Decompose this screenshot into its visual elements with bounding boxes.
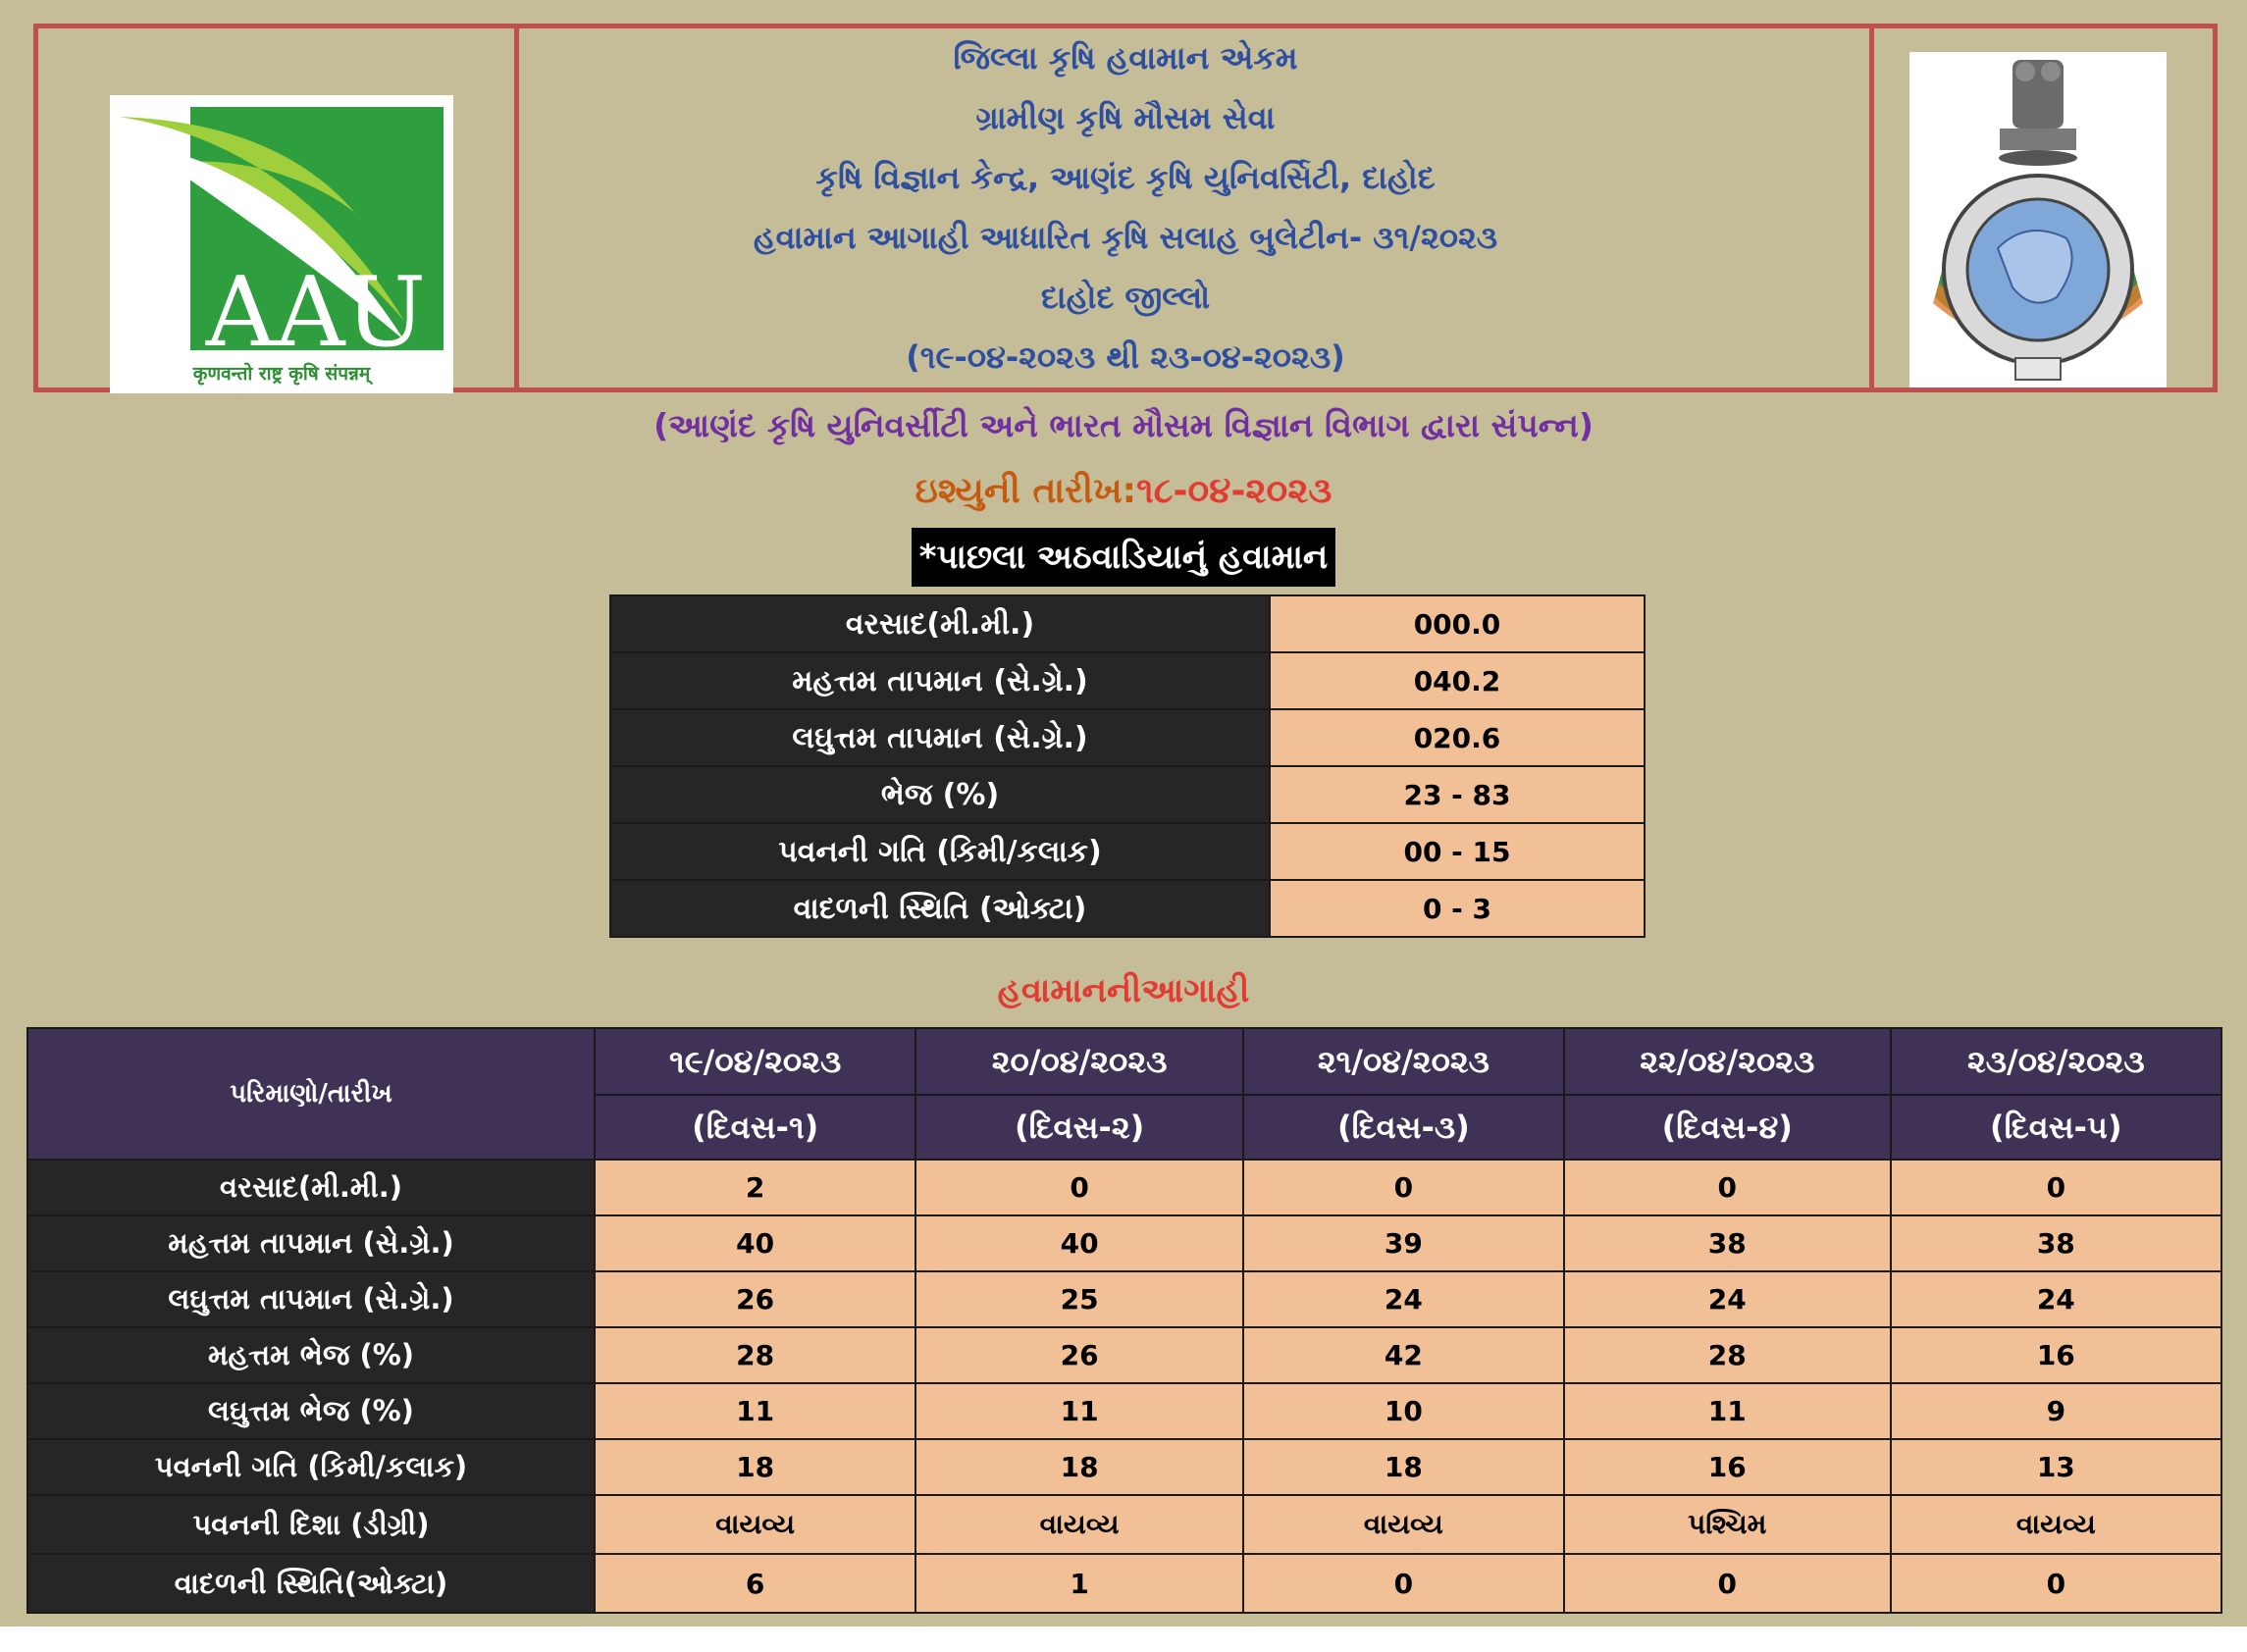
forecast-day: (દિવસ-૪) bbox=[1564, 1095, 1891, 1160]
header-line-2: ગ્રામીણ કૃષિ મૌસમ સેવા bbox=[975, 99, 1276, 136]
forecast-cell: 28 bbox=[1564, 1327, 1891, 1383]
table-row bbox=[610, 766, 1645, 823]
forecast-cell: 11 bbox=[915, 1383, 1243, 1439]
imd-emblem-icon bbox=[1909, 52, 2167, 387]
forecast-cell: 18 bbox=[1243, 1439, 1564, 1495]
forecast-row-label: વરસાદ(મી.મી.) bbox=[27, 1160, 595, 1215]
forecast-day: (દિવસ-૨) bbox=[915, 1095, 1243, 1160]
forecast-table bbox=[26, 1027, 2222, 1614]
forecast-cell: 16 bbox=[1891, 1327, 2221, 1383]
forecast-cell: વાયવ્ય bbox=[1891, 1495, 2221, 1554]
forecast-cell: વાયવ્ય bbox=[595, 1495, 915, 1554]
forecast-cell: 11 bbox=[595, 1383, 915, 1439]
forecast-row-label: મહત્તમ તાપમાન (સે.ગ્રે.) bbox=[27, 1215, 595, 1271]
header-box bbox=[33, 24, 2218, 392]
past-week-label: વરસાદ(મી.મી.) bbox=[610, 595, 1270, 652]
table-row bbox=[610, 823, 1645, 880]
table-row bbox=[27, 1160, 2221, 1215]
subtitle: (આણંદ કૃષિ યુનિવર્સીટી અને ભારત મૌસમ વિજ્ઞાન વિભાગ દ્વારા સંપન્ન) bbox=[653, 406, 1594, 444]
forecast-cell: 0 bbox=[1891, 1554, 2221, 1613]
past-week-value: 000.0 bbox=[1270, 595, 1645, 652]
forecast-cell: 16 bbox=[1564, 1439, 1891, 1495]
forecast-cell: 6 bbox=[595, 1554, 915, 1613]
forecast-cell: પશ્ચિમ bbox=[1564, 1495, 1891, 1554]
forecast-cell: 28 bbox=[595, 1327, 915, 1383]
aau-tagline: कृणवन्तो राष्ट्र कृषि संपन्नम् bbox=[192, 363, 371, 385]
forecast-row-label: મહત્તમ ભેજ (%) bbox=[27, 1327, 595, 1383]
aau-logo-text: AAU bbox=[205, 257, 427, 369]
forecast-cell: 26 bbox=[595, 1271, 915, 1327]
header-line-4: હવામાન આગાહી આધારિત કૃષિ સલાહ બુલેટીન- ૩૧/૨૦૨૩ bbox=[753, 219, 1498, 256]
table-row bbox=[610, 880, 1645, 937]
table-row bbox=[610, 652, 1645, 709]
table-row bbox=[610, 595, 1645, 652]
issue-date-label: ઇશ્યુની તારીખ: bbox=[914, 471, 1137, 511]
forecast-cell: 24 bbox=[1243, 1271, 1564, 1327]
forecast-cell: 0 bbox=[1243, 1554, 1564, 1613]
forecast-day: (દિવસ-૫) bbox=[1891, 1095, 2221, 1160]
table-row bbox=[27, 1439, 2221, 1495]
forecast-cell: 0 bbox=[915, 1160, 1243, 1215]
past-week-value: 23 - 83 bbox=[1270, 766, 1645, 823]
past-week-label: પવનની ગતિ (કિમી/કલાક) bbox=[610, 823, 1270, 880]
header-line-6: (૧૯-૦૪-૨૦૨૩ થી ૨૩-૦૪-૨૦૨૩) bbox=[906, 338, 1345, 376]
forecast-cell: 2 bbox=[595, 1160, 915, 1215]
past-week-title-wrap bbox=[0, 528, 2247, 587]
forecast-cell: 0 bbox=[1564, 1554, 1891, 1613]
forecast-cell: 40 bbox=[915, 1215, 1243, 1271]
past-week-value: 020.6 bbox=[1270, 709, 1645, 766]
forecast-cell: 0 bbox=[1564, 1160, 1891, 1215]
forecast-row-label: પવનની ગતિ (કિમી/કલાક) bbox=[27, 1439, 595, 1495]
forecast-cell: 0 bbox=[1891, 1160, 2221, 1215]
table-row bbox=[27, 1495, 2221, 1554]
emblem-cell bbox=[1869, 28, 2213, 387]
table-row bbox=[27, 1271, 2221, 1327]
table-row bbox=[27, 1383, 2221, 1439]
forecast-date: ૨૩/૦૪/૨૦૨૩ bbox=[1891, 1028, 2221, 1095]
table-row bbox=[27, 1554, 2221, 1613]
forecast-cell: 1 bbox=[915, 1554, 1243, 1613]
forecast-cell: 26 bbox=[915, 1327, 1243, 1383]
forecast-title: હવામાનનીઆગાહી bbox=[997, 971, 1250, 1010]
table-row bbox=[27, 1215, 2221, 1271]
forecast-cell: 0 bbox=[1243, 1160, 1564, 1215]
forecast-date: ૨૧/૦૪/૨૦૨૩ bbox=[1243, 1028, 1564, 1095]
forecast-cell: 42 bbox=[1243, 1327, 1564, 1383]
forecast-cell: 24 bbox=[1564, 1271, 1891, 1327]
table-row bbox=[27, 1327, 2221, 1383]
past-week-value: 0 - 3 bbox=[1270, 880, 1645, 937]
forecast-cell: 38 bbox=[1891, 1215, 2221, 1271]
forecast-row-label: લઘુત્તમ તાપમાન (સે.ગ્રે.) bbox=[27, 1271, 595, 1327]
forecast-cell: 38 bbox=[1564, 1215, 1891, 1271]
forecast-cell: 24 bbox=[1891, 1271, 2221, 1327]
forecast-date: ૧૯/૦૪/૨૦૨૩ bbox=[595, 1028, 915, 1095]
forecast-date: ૨૦/૦૪/૨૦૨૩ bbox=[915, 1028, 1243, 1095]
param-header: પરિમાણો/તારીખ bbox=[27, 1028, 595, 1160]
header-line-1: જિલ્લા કૃષિ હવામાન એકમ bbox=[953, 39, 1298, 77]
issue-date bbox=[0, 471, 2247, 512]
forecast-row-label: વાદળની સ્થિતિ(ઓક્ટા) bbox=[27, 1554, 595, 1613]
forecast-cell: 39 bbox=[1243, 1215, 1564, 1271]
past-week-label: ભેજ (%) bbox=[610, 766, 1270, 823]
forecast-row-label: પવનની દિશા (ડીગ્રી) bbox=[27, 1495, 595, 1554]
forecast-date-row bbox=[27, 1028, 2221, 1095]
past-week-table bbox=[609, 594, 1646, 938]
past-week-value: 00 - 15 bbox=[1270, 823, 1645, 880]
forecast-cell: વાયવ્ય bbox=[1243, 1495, 1564, 1554]
forecast-cell: 25 bbox=[915, 1271, 1243, 1327]
forecast-cell: 11 bbox=[1564, 1383, 1891, 1439]
table-row bbox=[610, 709, 1645, 766]
forecast-cell: વાયવ્ય bbox=[915, 1495, 1243, 1554]
past-week-label: લઘુત્તમ તાપમાન (સે.ગ્રે.) bbox=[610, 709, 1270, 766]
past-week-value: 040.2 bbox=[1270, 652, 1645, 709]
past-week-label: વાદળની સ્થિતિ (ઓક્ટા) bbox=[610, 880, 1270, 937]
past-week-title: *પાછલા અઠવાડિયાનું હવામાન bbox=[912, 528, 1336, 587]
past-week-label: મહત્તમ તાપમાન (સે.ગ્રે.) bbox=[610, 652, 1270, 709]
forecast-cell: 9 bbox=[1891, 1383, 2221, 1439]
issue-date-value: ૧૮-૦૪-૨૦૨૩ bbox=[1136, 471, 1333, 511]
header-line-3: કૃષિ વિજ્ઞાન કેન્દ્ર, આણંદ કૃષિ યુનિવર્સિટી, દાહોદ bbox=[815, 159, 1436, 196]
forecast-cell: 13 bbox=[1891, 1439, 2221, 1495]
forecast-cell: 18 bbox=[915, 1439, 1243, 1495]
forecast-cell: 10 bbox=[1243, 1383, 1564, 1439]
forecast-day: (દિવસ-૩) bbox=[1243, 1095, 1564, 1160]
forecast-row-label: લઘુત્તમ ભેજ (%) bbox=[27, 1383, 595, 1439]
header-line-5: દાહોદ જીલ્લો bbox=[1040, 279, 1211, 316]
forecast-day: (દિવસ-૧) bbox=[595, 1095, 915, 1160]
logo-cell bbox=[38, 28, 519, 387]
forecast-cell: 18 bbox=[595, 1439, 915, 1495]
forecast-date: ૨૨/૦૪/૨૦૨૩ bbox=[1564, 1028, 1891, 1095]
forecast-cell: 40 bbox=[595, 1215, 915, 1271]
